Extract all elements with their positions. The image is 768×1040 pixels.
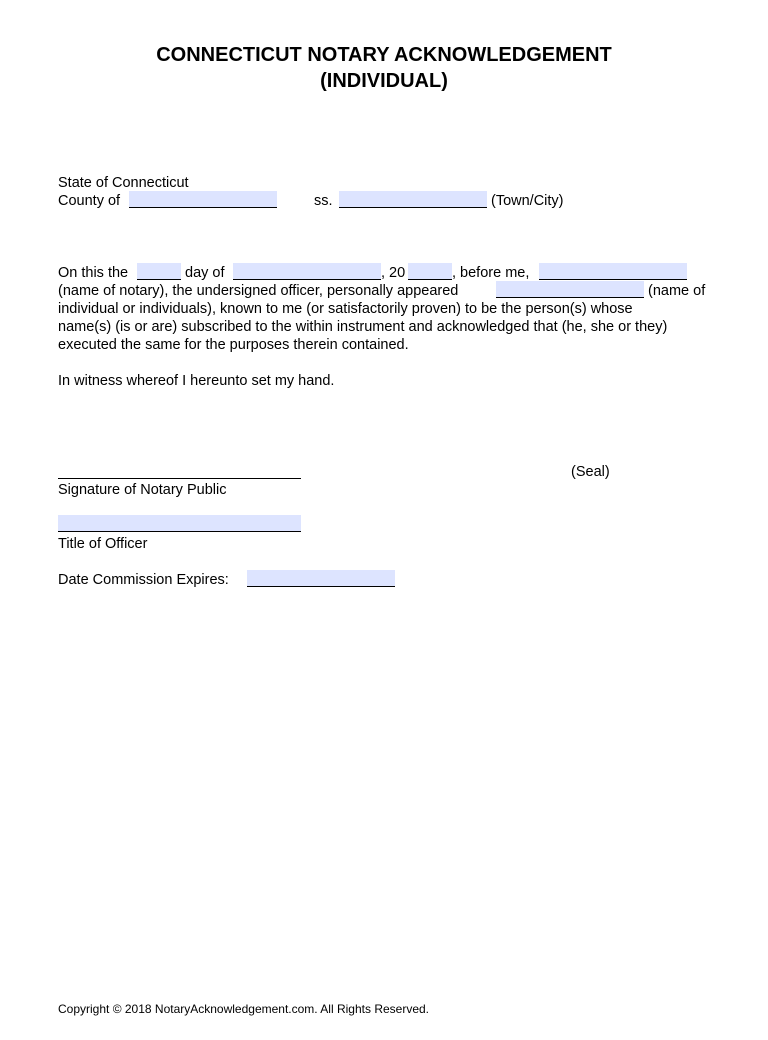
body-line1-prefix: On this the [58,265,129,281]
body-line3: individual or individuals), known to me (or satisfactorily proven) to be the person(s) whose [58,301,633,317]
signature-label: Signature of Notary Public [58,482,227,498]
notary-name-field[interactable] [539,263,687,280]
town-city-label: (Town/City) [491,193,564,209]
copyright-notice: Copyright © 2018 NotaryAcknowledgement.com. All Rights Reserved. [58,1002,430,1016]
county-label: County of [58,193,121,209]
year-field[interactable] [408,263,452,280]
ss-label: ss. [314,193,333,209]
date-commission-expires-field[interactable] [247,570,395,587]
witness-statement: In witness whereof I hereunto set my hand. [58,373,335,389]
county-field[interactable] [129,191,277,208]
title-of-officer-field[interactable] [58,515,301,532]
date-commission-expires-label: Date Commission Expires: [58,572,229,588]
body-line2-suffix: (name of [648,283,706,299]
body-line1-day-of: day of [185,265,225,281]
state-label: State of Connecticut [58,175,189,191]
body-line5: executed the same for the purposes therein contained. [58,337,409,353]
month-field[interactable] [233,263,381,280]
document-subtitle: (INDIVIDUAL) [320,70,448,92]
town-city-field[interactable] [339,191,487,208]
body-line2: (name of notary), the undersigned officer, personally appeared [58,283,459,299]
seal-label: (Seal) [571,464,610,480]
body-line1-year-prefix: , 20 [381,265,406,281]
document-title: CONNECTICUT NOTARY ACKNOWLEDGEMENT [156,44,612,66]
signature-line[interactable] [58,478,301,479]
title-of-officer-label: Title of Officer [58,536,148,552]
body-line4: name(s) (is or are) subscribed to the within instrument and acknowledged that (he, she or they) [58,319,668,335]
body-line1-before-me: , before me, [452,265,530,281]
day-field[interactable] [137,263,181,280]
individual-name-field[interactable] [496,281,644,298]
